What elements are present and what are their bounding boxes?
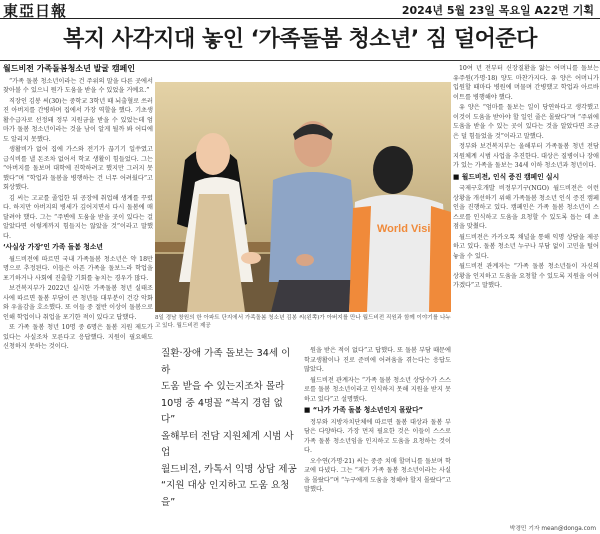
body-paragraph: 보건복지부가 2022년 실시한 가족돌봄 청년 실태조사에 따르면 돌봄 부담이 큰 청년들 대부분이 건강 악화와 우울감을 호소했다. 또 이들 중 절반 이상이 돌봄으로 인해 학업이나 취업을 포기한 적이 있다고 답했다. — [3, 285, 153, 321]
masthead — [0, 0, 600, 19]
pull-quote-line: 질환·장애 가족 돌보는 34세 이하 — [161, 348, 291, 376]
photo-caption: 8일 경남 창원의 한 아파트 단지에서 가족돌봄 청소년 김봉 씨(왼쪽)가 아버지를 만나 월드비전 직원과 함께 이야기를 나누고 있다. 월드비전 제공 — [155, 315, 451, 329]
body-paragraph: 월드비전에 따르면 국내 가족돌봄 청소년은 약 18만 명으로 추정된다. 이들은 아픈 가족을 돌보느라 학업을 포기하거나 사회에 진출할 기회를 놓치는 경우가 많다. — [3, 255, 153, 282]
body-paragraph: 원을 받은 적이 없다”고 답했다. 또 돌봄 부담 때문에 학교생활이나 진로 준비에 어려움을 겪는다는 응답도 많았다. — [304, 347, 451, 373]
byline: 박경민 기자 mean@donga.com — [509, 526, 596, 532]
body-paragraph: 월드비전은 카카오톡 채널을 통해 익명 상담을 제공하고 있다. 돌봄 청소년 누구나 부담 없이 고민을 털어놓을 수 있다. — [453, 233, 599, 260]
worldvision-vest-logo: World Vision — [377, 223, 444, 235]
body-paragraph: 국제구호개발 비정부기구(NGO) 월드비전은 이런 상황을 개선하기 위해 가족돌봄 청소년 인식 증진 캠페인을 진행하고 있다. 캠페인은 가족 돌봄 청소년이 스스로를 인식하고 도움을 요청할 수 있도록 돕는 데 초점을 맞췄다. — [453, 185, 599, 230]
headline-divider — [0, 60, 600, 61]
pull-quote-line: “지원 대상 인지하고 도움 요청을” — [161, 480, 290, 508]
body-paragraph: 김 씨는 고교를 졸업한 뒤 공장에 취업해 생계를 꾸렸다. 하지만 아버지의 병세가 깊어지면서 다시 돌봄에 매달려야 했다. 그는 “주변에 도움을 받을 곳이 있다는 걸 알았다면 이렇게까지 힘들지는 않았을 것”이라고 말했다. — [3, 194, 153, 240]
article-photo — [155, 82, 451, 312]
body-paragraph: 10여 년 전부터 신장질환을 앓는 어머니를 돌보는 유주원(가명·18) 양도 마찬가지다. 유 양은 어머니가 입원할 때마다 병원에 머물며 간병했고 학업과 아르바이트를 병행해야 했다. — [453, 65, 599, 101]
body-paragraph: 유 양은 “엄마를 돌보는 일이 당연하다고 생각했고 이것이 도움을 받아야 할 일인 줄은 몰랐다”며 “주위에 도움을 받을 수 있는 곳이 있다는 것을 알았다면 조금은 덜 힘들었을 것”이라고 말했다. — [453, 104, 599, 140]
body-paragraph: 직장인 김봉 씨(30)는 중학교 3학년 때 뇌출혈로 쓰러진 아버지를 간병하며 집에서 가장 역할을 했다. 기초생활수급자로 선정돼 정부 지원금을 받을 수 있었는데 엄마가 돌봄 청소년이라는 것을 남이 알게 될까 봐 어디에도 알리지 못했다. — [3, 97, 153, 143]
subheading: ■ “나가 가족 돌봄 청소년인지 몰랐다” — [304, 406, 424, 414]
body-paragraph: 월드비전 관계자는 “가족 돌봄 청소년들이 자신의 상황을 인지하고 도움을 요청할 수 있도록 지원을 이어가겠다”고 말했다. — [453, 263, 599, 289]
body-paragraph: 오수연(가명·21) 씨는 중증 치매 할머니를 돌보며 학교에 다녔다. 그는 “제가 가족 돌봄 청소년이라는 사실을 몰랐다”며 “누구에게 도움을 청해야 할지 몰랐다”고 말했다. — [304, 457, 451, 493]
left-column — [3, 64, 153, 530]
pull-quote-line: 올해부터 전담 지원체계 시범 사업 — [161, 430, 294, 458]
pull-quote-line: 10명 중 4명꼴 “복지 경험 없다” — [161, 397, 283, 425]
subheading: ‘사실상 가장’인 가족 돌봄 청소년 — [3, 243, 103, 251]
newspaper-logo: 東亞日報 — [3, 2, 68, 20]
body-paragraph: 정부와 보건복지부는 올해부터 가족돌봄 청년 전담 지원체계 시범 사업을 추진한다. 대상은 질병이나 장애가 있는 가족을 돌보는 34세 이하 청소년과 청년이다. — [453, 143, 599, 169]
body-paragraph: “가족 돌봄 청소년이라는 건 주위의 말을 다른 곳에서 찾아볼 수 있으니 뭔가 도움을 받을 수 있었을 거예요.” — [3, 77, 153, 94]
body-paragraph: 정부와 지방자치단체에 따르면 돌봄 대상과 돌봄 부담은 다양하다. 가장 먼저 필요한 것은 이들이 스스로 가족 돌봄 청소년임을 인지하고 도움을 요청하는 것이다. — [304, 418, 451, 454]
body-paragraph: 생활비가 없어 집에 가스와 전기가 끊기기 일쑤였고 급식비를 낼 돈조차 없어서 학교 생활이 힘들었다. 그는 “아버지를 돌보며 대학에 진학하려고 했지만 그러지 못했다”며 “학업과 돌봄을 병행하는 건 너무 어려웠다”고 회상했다. — [3, 146, 153, 191]
middle-column — [304, 346, 451, 530]
campaign-kicker: 월드비전 가족돌봄청소년 발굴 캠페인 — [3, 64, 136, 73]
photo-illustration — [155, 82, 451, 312]
pull-quote — [161, 346, 297, 511]
body-paragraph: 또 가족 돌봄 청년 10명 중 6명은 돌봄 지원 제도가 있다는 사실조차 모른다고 응답했다. 지원이 필요해도 신청하지 못하는 것이다. — [3, 324, 153, 350]
right-column — [453, 64, 599, 530]
pull-quote-line: 도움 받을 수 있는지조차 몰라 — [161, 381, 285, 392]
headline: 복지 사각지대 놓인 ‘가족돌봄 청소년’ 짐 덜어준다 — [63, 27, 537, 52]
pull-quote-line: 월드비전, 카톡서 익명 상담 제공 — [161, 463, 297, 475]
subheading: ■ 월드비전, 인식 증진 캠페인 실시 — [453, 172, 560, 181]
body-paragraph: 월드비전 관계자는 “가족 돌봄 청소년 상당수가 스스로를 돌봄 청소년이라고 인식하지 못해 지원을 받지 못하고 있다”고 설명했다. — [304, 376, 451, 403]
issue-date-page: 2024년 5월 23일 목요일 A22면 기획 — [401, 4, 594, 17]
